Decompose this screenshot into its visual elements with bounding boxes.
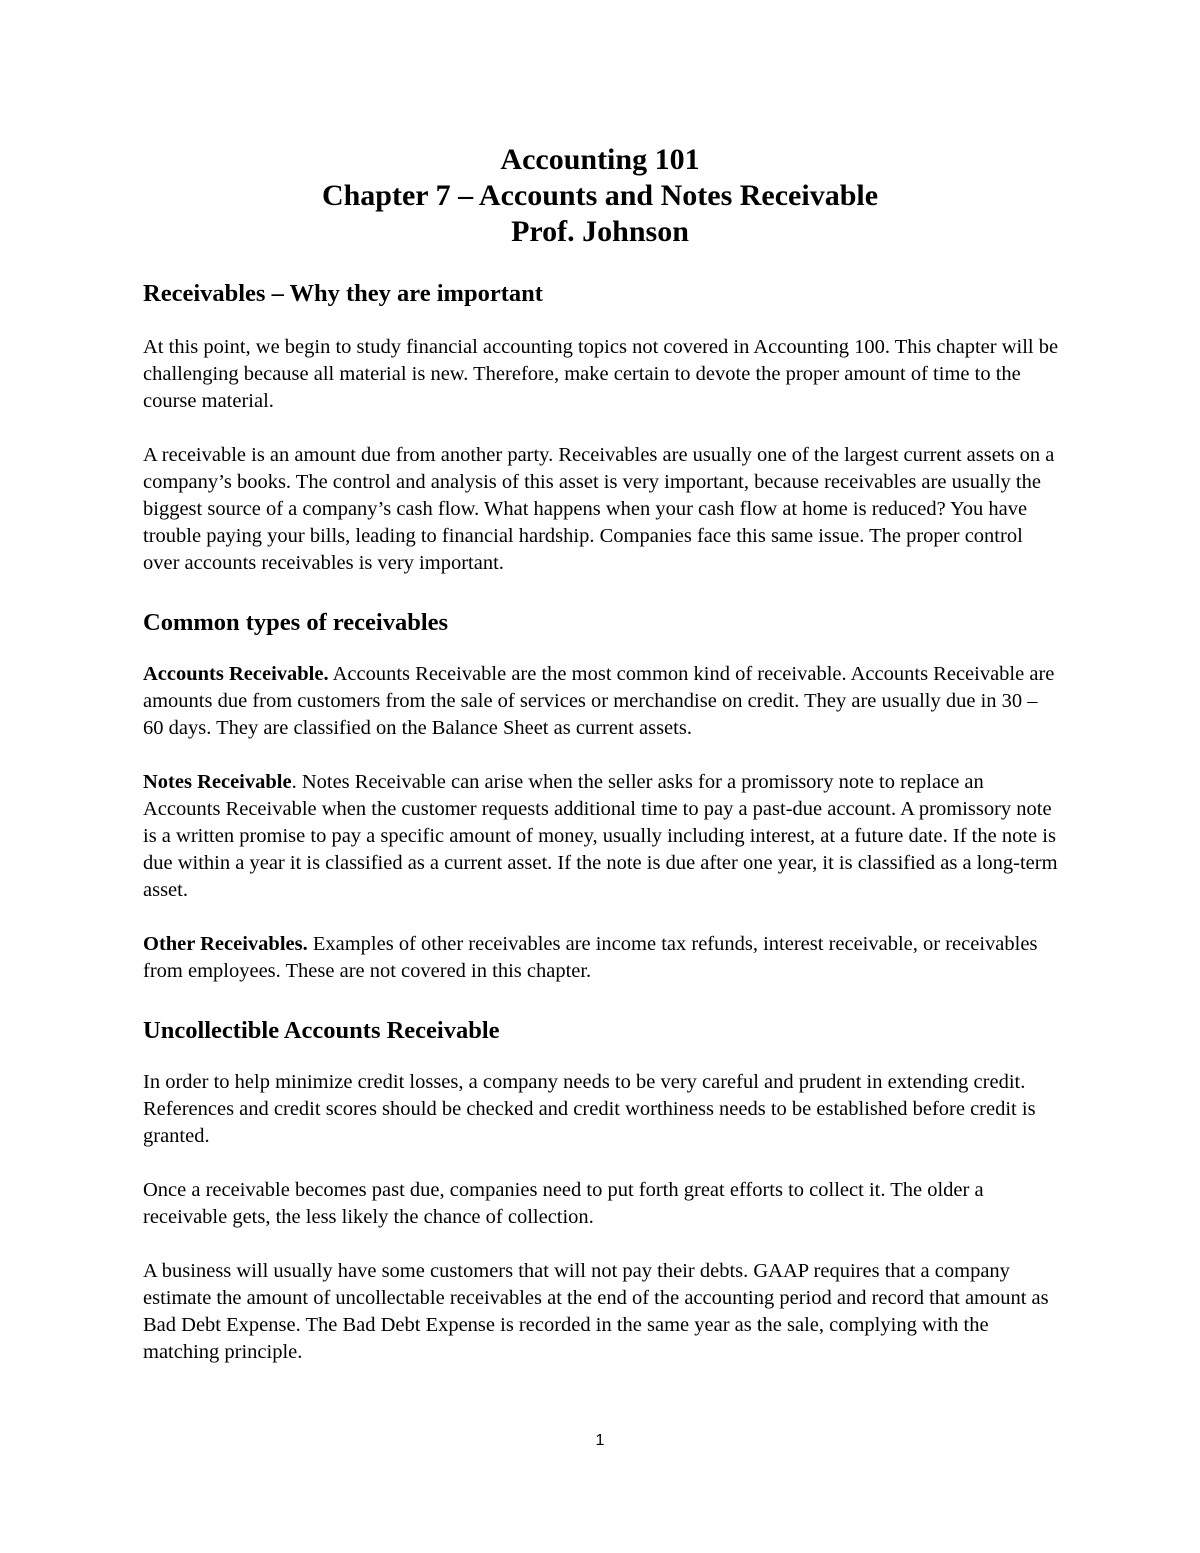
chapter-title: Chapter 7 – Accounts and Notes Receivable [321, 179, 879, 212]
term-accounts-receivable: Accounts Receivable. [143, 663, 329, 685]
page-number: 1 [595, 1432, 605, 1449]
definition-text: . Notes Receivable can arise when the seller asks for a promissory note to replace an Accounts Receivable when the customer requests additional time to pay a past-due account. A promissory note is a written promise to pay a specific amount of money, usually including interest, at a future date. If the note is due within a year it is classified as a current asset. If the note is due after one year, it is classified as a long-term asset. [143, 771, 1058, 901]
term-other-receivables: Other Receivables. [143, 933, 308, 955]
professor-name: Prof. Johnson [511, 215, 689, 248]
paragraph: Once a receivable becomes past due, companies need to put forth great efforts to collect it. The older a receivable gets, the less likely the chance of collection. [143, 1179, 984, 1228]
paragraph-notes-receivable [143, 769, 1063, 904]
paragraph: A business will usually have some customers that will not pay their debts. GAAP requires that a company estimate the amount of uncollectable receivables at the end of the accounting period and record that amount as Bad Debt Expense. The Bad Debt Expense is recorded in the same year as the sale, complying with the matching principle. [143, 1260, 1049, 1363]
definition-text: Accounts Receivable are the most common kind of receivable. Accounts Receivable are amounts due from customers from the sale of services or merchandise on credit. They are usually due in 30 – 60 days. They are classified on the Balance Sheet as current assets. [143, 663, 1055, 739]
section-heading-uncollectible: Uncollectible Accounts Receivable [143, 1017, 500, 1044]
term-notes-receivable: Notes Receivable [143, 771, 292, 793]
paragraph: A receivable is an amount due from another party. Receivables are usually one of the largest current assets on a company’s books. The control and analysis of this asset is very important, because receivables are usually the biggest source of a company’s cash flow. What happens when your cash flow at home is reduced? You have trouble paying your bills, leading to financial hardship. Companies face this same issue. The proper control over accounts receivables is very important. [143, 444, 1055, 574]
course-title: Accounting 101 [500, 143, 700, 176]
document-body [143, 278, 1063, 1393]
document-title-block [0, 142, 1200, 250]
paragraph: At this point, we begin to study financial accounting topics not covered in Accounting 100. This chapter will be challenging because all material is new. Therefore, make certain to devote the proper amount of time to the course material. [143, 336, 1059, 412]
section-heading-types: Common types of receivables [143, 609, 449, 636]
definition-text: Examples of other receivables are income tax refunds, interest receivable, or receivables from employees. These are not covered in this chapter. [143, 933, 1038, 982]
paragraph: In order to help minimize credit losses, a company needs to be very careful and prudent in extending credit. References and credit scores should be checked and credit worthiness needs to be established before credit is granted. [143, 1071, 1036, 1147]
section-heading-importance: Receivables – Why they are important [143, 280, 543, 307]
paragraph-accounts-receivable [143, 661, 1063, 742]
paragraph-other-receivables [143, 931, 1063, 985]
